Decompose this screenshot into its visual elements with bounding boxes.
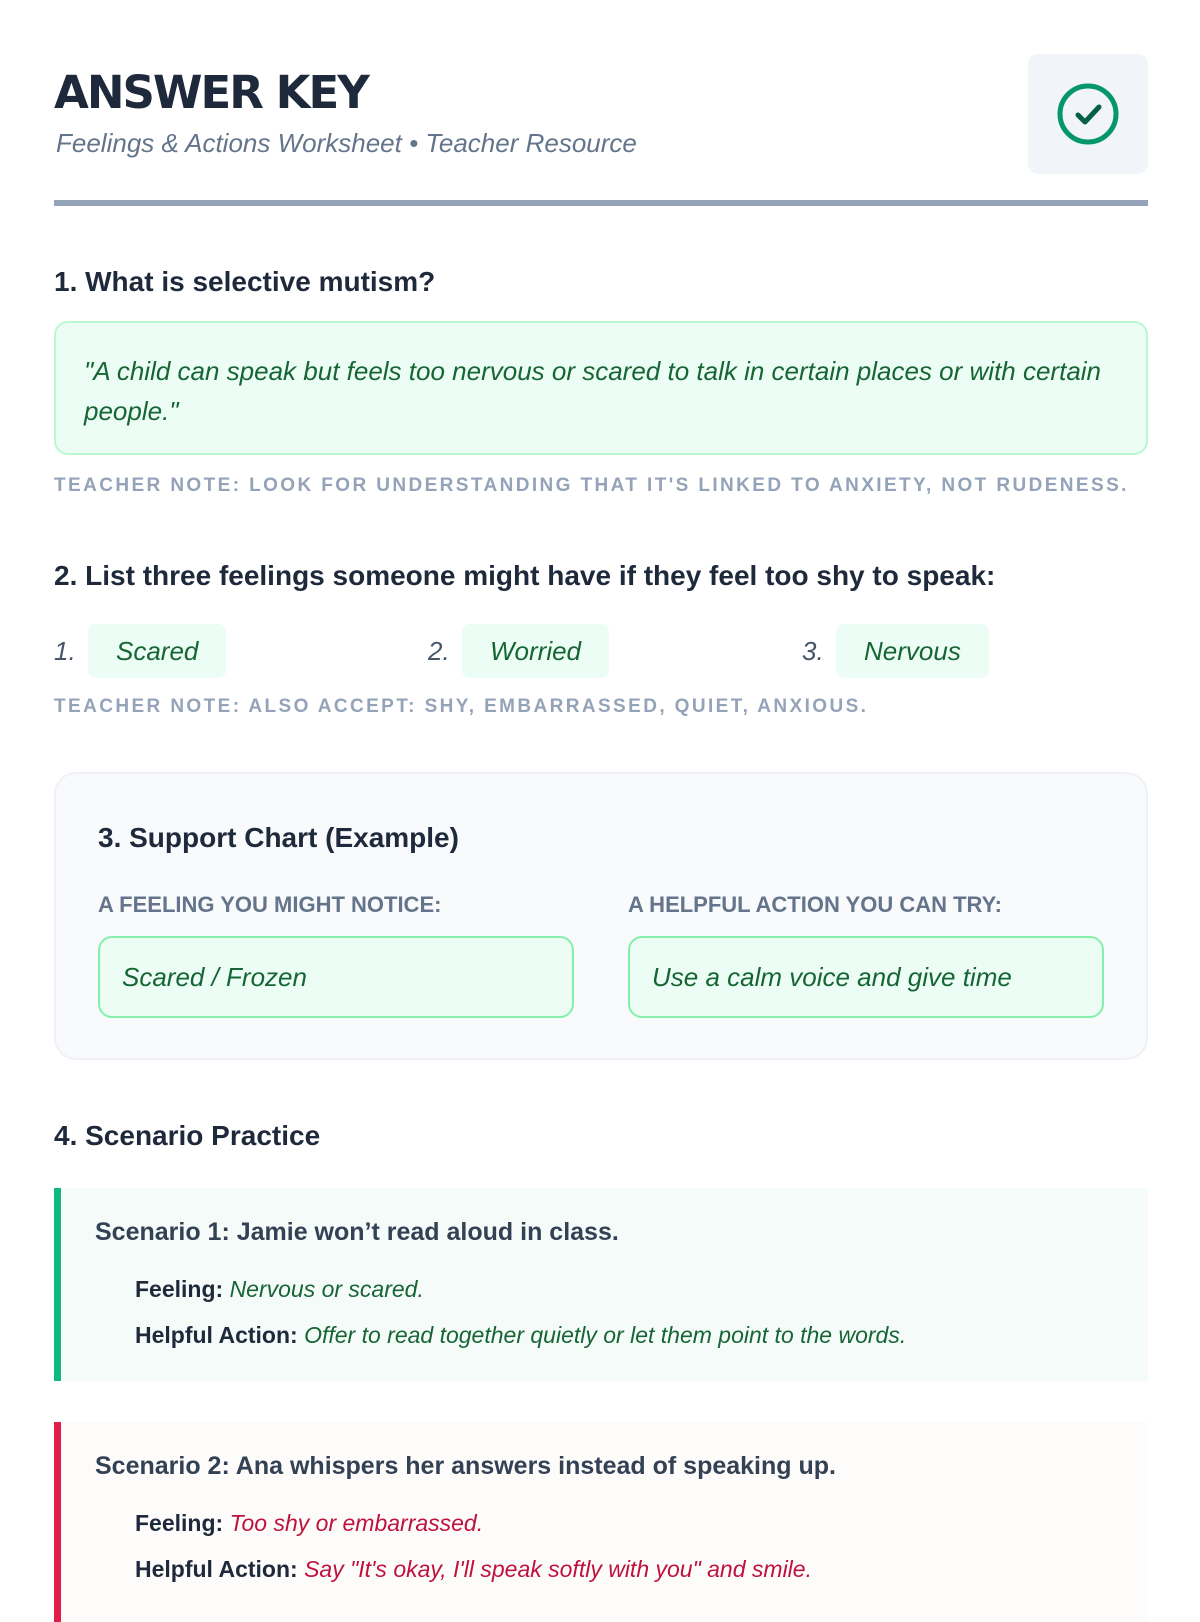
action-label: Helpful Action: [135,1322,298,1348]
feeling-value: Nervous or scared. [229,1276,424,1302]
header [54,54,1148,174]
scenario-card-1 [54,1188,1148,1381]
feeling-answer-box: Scared / Frozen [98,936,574,1018]
feeling-number: 3. [802,635,824,666]
scenario-card-2 [54,1422,1148,1622]
feeling-number: 1. [54,635,76,666]
feeling-item-3 [802,624,989,678]
scenario-action [135,1556,812,1583]
question-1-teacher-note: TEACHER NOTE: LOOK FOR UNDERSTANDING THAT IT'S LINKED TO ANXIETY, NOT RUDENESS. [54,475,1129,496]
page-title: ANSWER KEY [54,66,368,119]
feeling-item-2 [428,624,609,678]
action-column-label: A HELPFUL ACTION YOU CAN TRY: [628,892,1002,917]
check-badge [1028,54,1148,174]
scenario-action [135,1322,906,1349]
action-value: Say "It's okay, I'll speak softly with you" and smile. [304,1556,812,1582]
feeling-answer: Nervous [836,624,989,678]
question-2-title: 2. List three feelings someone might have if they feel too shy to speak: [54,560,996,591]
header-divider [54,200,1148,206]
scenario-feeling [135,1276,424,1303]
scenario-title: Scenario 2: Ana whispers her answers instead of speaking up. [95,1452,836,1480]
action-value: Offer to read together quietly or let them point to the words. [304,1322,907,1348]
feeling-column-label: A FEELING YOU MIGHT NOTICE: [98,892,442,917]
feeling-label: Feeling: [135,1276,224,1302]
question-1-title: 1. What is selective mutism? [54,266,436,297]
question-1-answer: "A child can speak but feels too nervous or scared to talk in certain places or with certain people." [54,321,1148,455]
scenario-feeling [135,1510,483,1537]
feeling-value: Too shy or embarrassed. [229,1510,484,1536]
question-2-teacher-note: TEACHER NOTE: ALSO ACCEPT: SHY, EMBARRASSED, QUIET, ANXIOUS. [54,696,869,717]
action-label: Helpful Action: [135,1556,298,1582]
action-answer-box: Use a calm voice and give time [628,936,1104,1018]
feeling-label: Feeling: [135,1510,224,1536]
feeling-item-1 [54,624,226,678]
feeling-number: 2. [428,635,450,666]
feeling-answer: Scared [88,624,226,678]
scenario-title: Scenario 1: Jamie won’t read aloud in class. [95,1218,619,1246]
support-chart-card [54,772,1148,1060]
feeling-answer: Worried [462,624,609,678]
check-circle-icon [1056,82,1120,146]
question-3-title: 3. Support Chart (Example) [98,822,459,853]
question-4-title: 4. Scenario Practice [54,1120,321,1151]
page-subtitle: Feelings & Actions Worksheet • Teacher Resource [56,128,637,158]
